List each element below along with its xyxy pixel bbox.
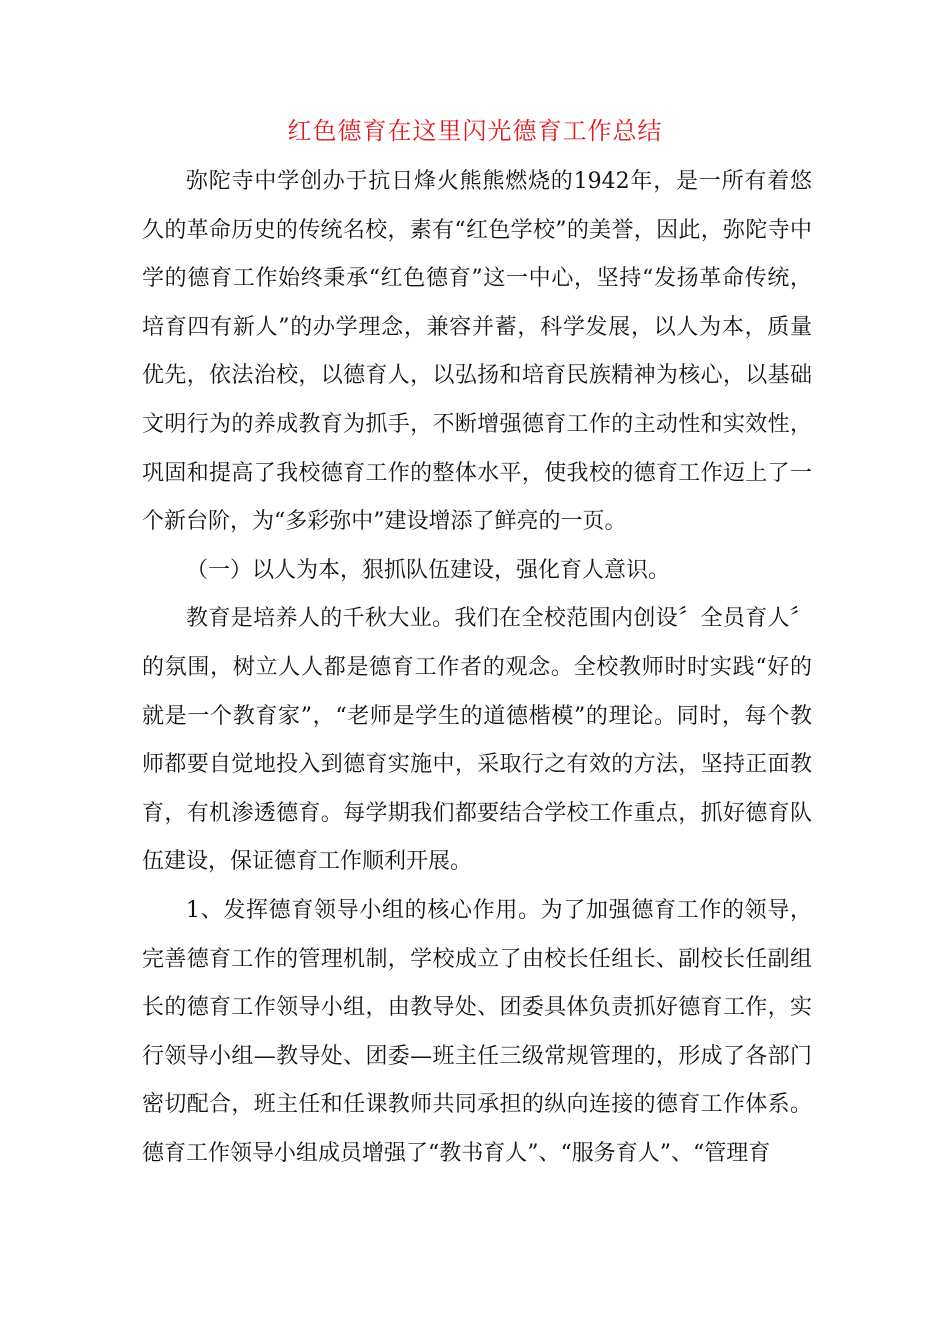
paragraph-intro: 弥陀寺中学创办于抗日烽火熊熊燃烧的1942年，是一所有着悠久的革命历史的传统名校，素有“红色学校”的美誉，因此，弥陀寺中学的德育工作始终秉承“红色德育”这一中心，坚持“发扬革命传统，培育四有新人”的办学理念，兼容并蓄，科学发展，以人为本，质量优先，依法治校，以德育人，以弘扬和培育民族精神为核心，以基础文明行为的养成教育为抓手，不断增强德育工作的主动性和实效性，巩固和提高了我校德育工作的整体水平，使我校的德育工作迈上了一个新台阶，为“多彩弥中”建设增添了鲜亮的一页。 [142,169,812,535]
paragraph-education: 教育是培养人的千秋大业。我们在全校范围内创设〞全员育人〞的氛围，树立人人都是德育工作者的观念。全校教师时时实践“好的就是一个教育家”，“老师是学生的道德楷模”的理论。同时，每个教师都要自觉地投入到德育实施中，采取行之有效的方法，坚持正面教育，有机渗透德育。每学期我们都要结合学校工作重点，抓好德育队伍建设，保证德育工作顺利开展。 [142,606,812,875]
document-body [142,158,812,1178]
section-heading-1: （一）以人为本，狠抓队伍建设，强化育人意识。 [186,557,671,583]
document-title: 红色德育在这里闪光德育工作总结 [287,117,663,145]
paragraph-leadership-group: 1、发挥德育领导小组的核心作用。为了加强德育工作的领导，完善德育工作的管理机制，学校成立了由校长任组长、副校长任副组长的德育工作领导小组，由教导处、团委具体负责抓好德育工作，实行领导小组—教导处、团委—班主任三级常规管理的，形成了各部门密切配合，班主任和任课教师共同承担的纵向连接的德育工作体系。德育工作领导小组成员增强了“教书育人”、“服务育人”、“管理育 [142,897,812,1166]
